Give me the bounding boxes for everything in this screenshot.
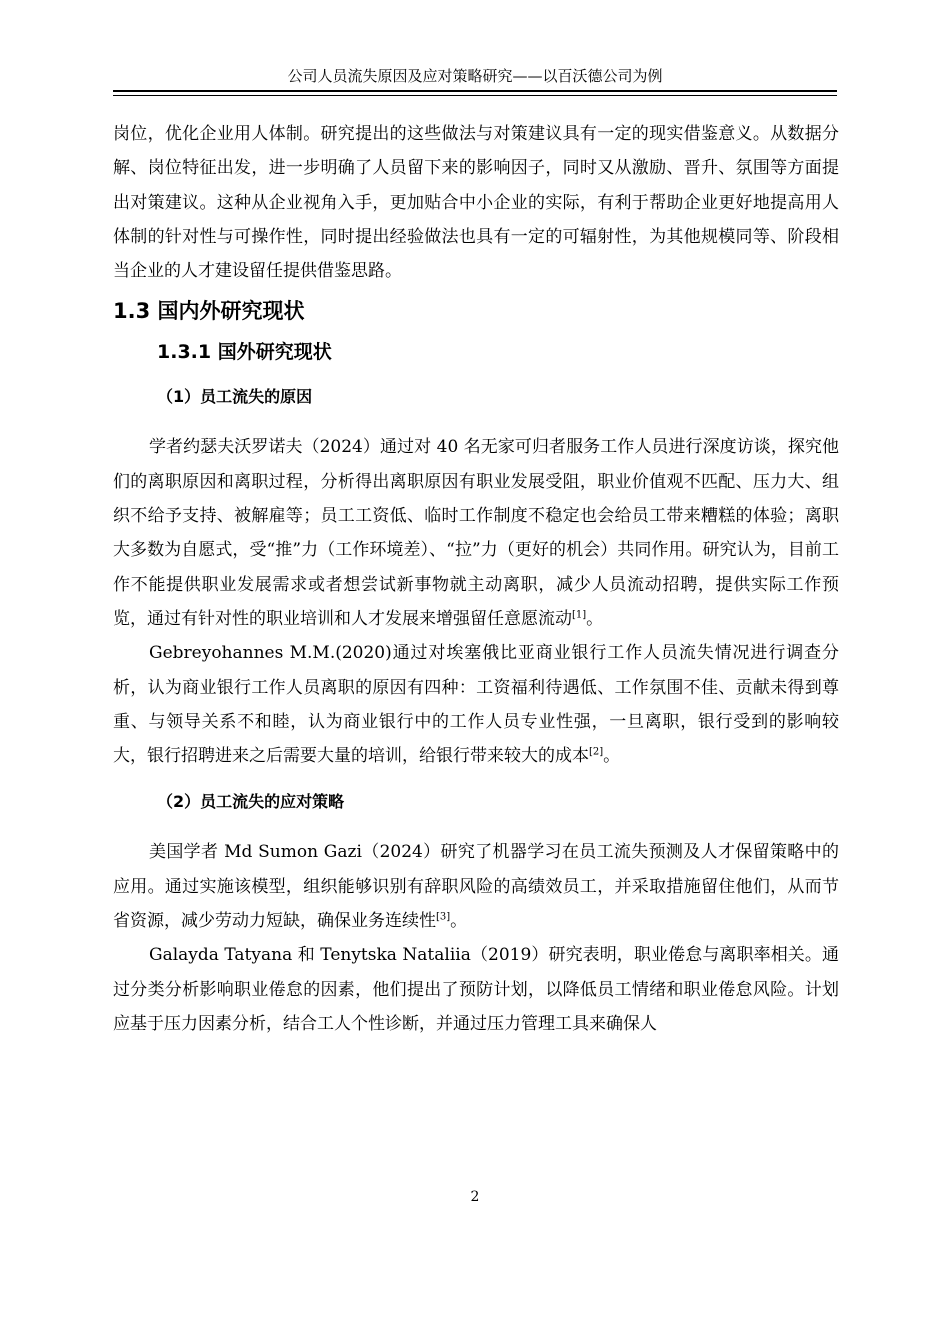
paragraph-tail: 。 — [603, 746, 621, 767]
citation-2: [2] — [589, 746, 604, 758]
citation-1: [1] — [572, 609, 587, 621]
section-heading: 1.3 国内外研究现状 — [113, 299, 305, 324]
paragraph-text: 美国学者 Md Sumon Gazi（2024）研究了机器学习在员工流失预测及人才保留策略中的应用。通过实施该模型，组织能够识别有辞职风险的高绩效员工，并采取措施留住他们，从而节省资源，减少劳动力短缺，确保业务连续性 — [113, 842, 839, 932]
subsection-heading: 1.3.1 国外研究现状 — [157, 341, 332, 364]
paragraph-text: Gebreyohannes M.M.(2020)通过对埃塞俄比亚商业银行工作人员流失情况进行调查分析，认为商业银行工作人员离职的原因有四种：工资福利待遇低、工作氛围不佳、贡献未得到尊重、与领导关系不和睦，认为商业银行中的工作人员专业性强，一旦离职，银行受到的影响较大，银行招聘进来之后需要大量的培训，给银行带来较大的成本 — [113, 643, 839, 767]
paragraph-voronov — [113, 430, 839, 636]
intro-paragraph: 岗位，优化企业用人体制。研究提出的这些做法与对策建议具有一定的现实借鉴意义。从数据分解、岗位特征出发，进一步明确了人员留下来的影响因子，同时又从激励、晋升、氛围等方面提出对策建议。这种从企业视角入手，更加贴合中小企业的实际，有利于帮助企业更好地提高用人体制的针对性与可操作性，同时提出经验做法也具有一定的可辐射性，为其他规模同等、阶段相当企业的人才建设留任提供借鉴思路。 — [113, 124, 839, 282]
citation-3: [3] — [436, 911, 451, 923]
strategies-heading: （2）员工流失的应对策略 — [157, 792, 345, 812]
page-body — [113, 117, 839, 1041]
header-rule-thin — [113, 95, 837, 96]
running-header: 公司人员流失原因及应对策略研究——以百沃德公司为例 — [287, 67, 663, 85]
paragraph-tail: 。 — [586, 608, 604, 629]
paragraph-gazi — [113, 835, 839, 938]
paragraph-tail: 。 — [450, 911, 468, 932]
paragraph-galayda: Galayda Tatyana 和 Tenytska Nataliia（2019）研究表明，职业倦怠与离职率相关。通过分类分析影响职业倦怠的因素，他们提出了预防计划，以降低员工情绪和职业倦怠风险。计划应基于压力因素分析，结合工人个性诊断，并通过压力管理工具来确保人 — [113, 945, 839, 1034]
page-number: 2 — [470, 1189, 480, 1205]
causes-heading: （1）员工流失的原因 — [157, 387, 313, 407]
paragraph-text: 学者约瑟夫沃罗诺夫（2024）通过对 40 名无家可归者服务工作人员进行深度访谈，探究他们的离职原因和离职过程，分析得出离职原因有职业发展受阻，职业价值观不匹配、压力大、组织不给予支持、被解雇等；员工工资低、临时工作制度不稳定也会给员工带来糟糕的体验；离职大多数为自愿式，受“推”力（工作环境差）、“拉”力（更好的机会）共同作用。研究认为，目前工作不能提供职业发展需求或者想尝试新事物就主动离职，减少人员流动招聘，提供实际工作预览，通过有针对性的职业培训和人才发展来增强留任意愿流动 — [113, 437, 839, 629]
header-rule-thick — [113, 90, 837, 92]
paragraph-gebreyohannes — [113, 636, 839, 773]
